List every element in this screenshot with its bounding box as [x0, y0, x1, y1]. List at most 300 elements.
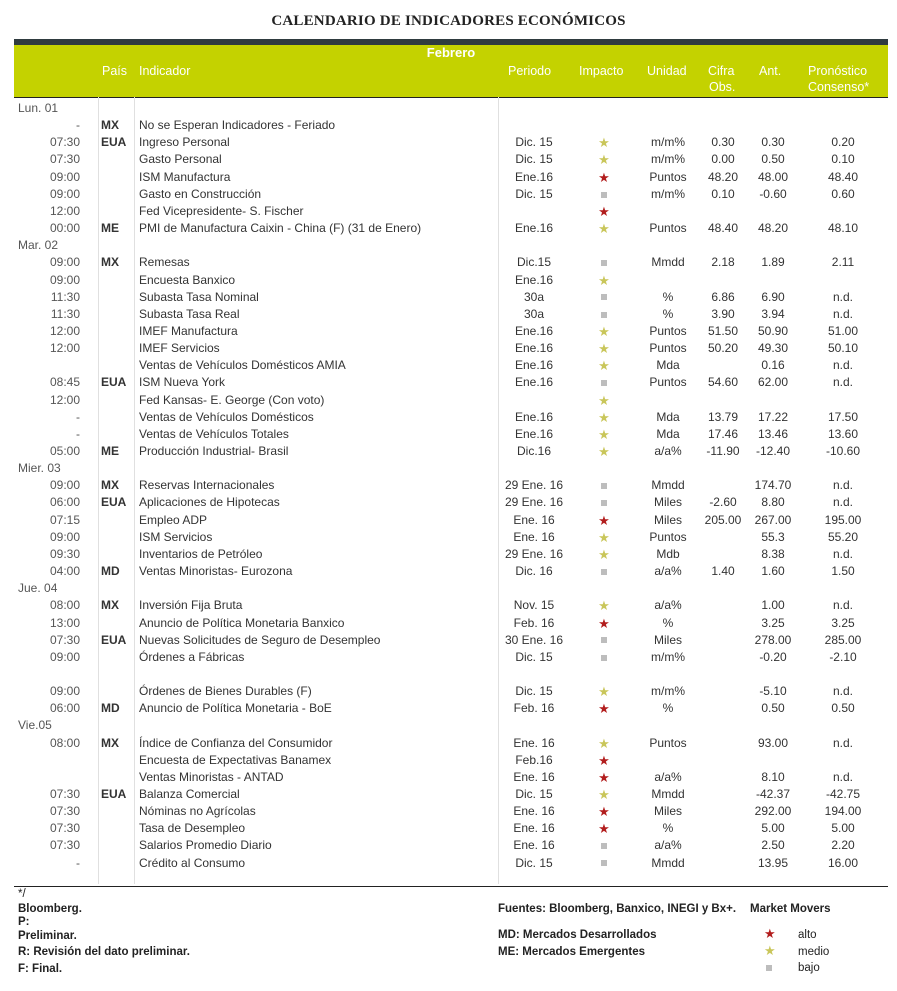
time-cell: 08:00 — [49, 735, 80, 750]
forecast-cell: n.d. — [832, 375, 853, 390]
indicator-cell: Nuevas Solicitudes de Seguro de Desempleo — [139, 632, 381, 647]
impact-cell — [590, 803, 618, 821]
impact-cell — [590, 700, 618, 718]
time-cell: 09:00 — [49, 529, 80, 544]
indicator-cell: Ventas Minoristas- Eurozona — [139, 564, 293, 579]
previous-cell: 49.30 — [757, 341, 789, 356]
unit-cell: Miles — [653, 804, 682, 819]
table-row — [0, 117, 897, 134]
footnote-preliminar: Preliminar. — [18, 930, 77, 942]
unit-cell: a/a% — [654, 444, 682, 458]
indicator-cell: Empleo ADP — [139, 512, 208, 527]
previous-cell: 8.10 — [761, 769, 785, 784]
period-cell: Ene. 16 — [513, 769, 555, 784]
impact-cell — [590, 597, 618, 615]
impact-cell — [590, 392, 618, 410]
country-cell: ME — [101, 444, 119, 458]
footnote-final: F: Final. — [18, 963, 63, 975]
impact-medium-star-icon: ★ — [598, 546, 610, 562]
period-cell: Ene.16 — [514, 375, 554, 390]
indicator-cell: Inversión Fija Bruta — [139, 598, 243, 613]
country-cell: MD — [101, 701, 120, 716]
previous-cell: 17.22 — [757, 409, 789, 424]
indicator-cell: Fed Kansas- E. George (Con voto) — [139, 392, 325, 407]
indicator-cell: Ventas Minoristas - ANTAD — [139, 769, 284, 784]
forecast-cell: 55.20 — [827, 529, 859, 544]
table-row — [0, 820, 897, 837]
footer-sources: Fuentes: Bloomberg, Banxico, INEGI y Bx+. — [498, 903, 737, 915]
period-cell: Ene.16 — [514, 323, 554, 338]
unit-cell: % — [662, 289, 674, 304]
unit-cell: Puntos — [649, 529, 687, 544]
col-pronostico-1: Pronóstico — [808, 64, 868, 78]
table-row — [0, 340, 897, 357]
impact-high-star-icon: ★ — [598, 752, 610, 768]
impact-cell — [590, 735, 618, 753]
forecast-cell: 195.00 — [824, 512, 862, 527]
country-cell: EUA — [101, 375, 127, 390]
country-cell: MX — [101, 478, 119, 493]
time-cell: 11:30 — [50, 289, 80, 304]
indicator-cell: Fed Vicepresidente- S. Fischer — [139, 203, 304, 218]
impact-medium-star-icon: ★ — [598, 392, 610, 408]
indicator-cell: Ventas de Vehículos Totales — [139, 426, 289, 441]
previous-cell: 8.38 — [761, 546, 785, 561]
table-row — [0, 855, 897, 872]
day-label: Lun. 01 — [18, 101, 59, 115]
period-cell: Feb. 16 — [513, 701, 555, 716]
time-cell: 00:00 — [49, 221, 80, 236]
forecast-cell: 16.00 — [827, 855, 859, 870]
unit-cell: Mda — [656, 426, 680, 441]
country-cell: MX — [101, 255, 119, 270]
country-cell: ME — [101, 221, 119, 236]
forecast-cell: -2.10 — [829, 649, 857, 664]
impact-cell — [590, 374, 618, 391]
impact-cell — [590, 340, 618, 358]
table-row — [0, 683, 897, 700]
indicator-cell: IMEF Servicios — [139, 341, 220, 356]
unit-cell: Miles — [653, 512, 682, 527]
time-cell: 09:00 — [49, 169, 80, 184]
country-cell: EUA — [101, 135, 127, 150]
unit-cell: % — [662, 821, 674, 836]
impact-medium-star-icon: ★ — [598, 221, 610, 237]
table-row — [0, 169, 897, 186]
forecast-cell: 0.10 — [831, 152, 855, 167]
previous-cell: 0.50 — [761, 152, 785, 167]
impact-medium-star-icon: ★ — [598, 444, 610, 459]
previous-cell: 278.00 — [754, 632, 792, 647]
observed-cell: 0.00 — [711, 152, 735, 167]
forecast-cell: 51.00 — [827, 323, 859, 338]
time-cell: 12:00 — [49, 392, 80, 407]
time-cell: 13:00 — [49, 615, 80, 630]
impact-cell — [590, 220, 618, 238]
period-cell: Ene. 16 — [513, 804, 555, 819]
table-row — [0, 512, 897, 529]
observed-cell: 17.46 — [707, 426, 739, 441]
impact-medium-star-icon: ★ — [598, 341, 610, 357]
time-cell: 08:45 — [49, 375, 80, 390]
impact-cell — [590, 546, 618, 564]
impact-low-square-icon — [601, 260, 607, 266]
time-cell: 12:00 — [49, 341, 80, 356]
observed-cell: 0.10 — [711, 186, 735, 201]
impact-medium-star-icon: ★ — [598, 787, 610, 802]
table-row — [0, 563, 897, 580]
unit-cell: Puntos — [649, 221, 687, 236]
impact-medium-star-icon: ★ — [598, 152, 610, 168]
period-cell: Ene. 16 — [513, 838, 555, 853]
impact-cell — [590, 563, 618, 580]
indicator-cell: No se Esperan Indicadores - Feriado — [139, 118, 336, 133]
observed-cell: 3.90 — [711, 306, 735, 321]
table-row — [0, 134, 897, 151]
period-cell: Dic. 16 — [515, 564, 553, 579]
previous-cell: 3.25 — [761, 615, 785, 630]
impact-low-square-icon — [601, 500, 607, 506]
period-cell: Dic. 15 — [515, 135, 553, 150]
impact-cell — [590, 426, 618, 444]
period-cell: 30a — [523, 289, 545, 304]
observed-cell: 13.79 — [707, 409, 739, 424]
table-row — [0, 289, 897, 306]
period-cell: Ene.16 — [514, 426, 554, 441]
day-label: Mier. 03 — [18, 461, 61, 476]
time-cell: 09:00 — [49, 186, 80, 201]
impact-medium-star-icon: ★ — [598, 684, 610, 700]
forecast-cell: 3.25 — [831, 615, 855, 630]
indicator-cell: Subasta Tasa Nominal — [139, 289, 259, 304]
period-cell: Ene. 16 — [513, 512, 555, 527]
forecast-cell: n.d. — [832, 478, 853, 493]
time-cell: 12:00 — [49, 323, 80, 338]
table-row — [0, 306, 897, 323]
forecast-cell: 48.10 — [827, 221, 859, 236]
impact-cell — [590, 289, 618, 306]
period-cell: Ene.16 — [514, 272, 554, 287]
day-header — [0, 237, 897, 254]
footnote-bloomberg: Bloomberg. — [18, 903, 82, 915]
impact-medium-star-icon: ★ — [598, 323, 610, 339]
country-cell: EUA — [101, 787, 127, 801]
indicator-cell: Encuesta de Expectativas Banamex — [139, 752, 332, 767]
period-cell: Feb.16 — [515, 752, 553, 767]
unit-cell: Puntos — [649, 169, 687, 184]
indicator-cell: Ventas de Vehículos Domésticos AMIA — [139, 358, 346, 373]
period-cell: Ene.16 — [514, 358, 554, 373]
previous-cell: 1.00 — [761, 598, 785, 613]
impact-cell — [590, 683, 618, 701]
unit-cell: % — [662, 306, 674, 321]
impact-cell — [590, 357, 618, 375]
period-cell: Dic. 15 — [515, 152, 553, 167]
forecast-cell: n.d. — [832, 358, 853, 373]
time-cell: 08:00 — [49, 598, 80, 613]
period-cell: Ene.16 — [514, 169, 554, 184]
col-indicador: Indicador — [139, 64, 191, 78]
unit-cell: % — [662, 701, 674, 716]
observed-cell: 205.00 — [704, 512, 742, 527]
indicator-cell: Nóminas no Agrícolas — [139, 804, 256, 819]
footer-me: ME: Mercados Emergentes — [498, 946, 645, 958]
table-row — [0, 803, 897, 820]
indicator-cell: Índice de Confianza del Consumidor — [139, 735, 333, 750]
unit-cell: m/m% — [651, 186, 685, 201]
table-row — [0, 203, 897, 220]
indicator-cell: PMI de Manufactura Caixin - China (F) (31 de Enero) — [139, 221, 422, 236]
unit-cell: Puntos — [649, 341, 687, 356]
day-label: Vie.05 — [18, 718, 52, 733]
col-pronostico-2: Consenso* — [808, 80, 870, 94]
time-cell: - — [76, 426, 80, 441]
unit-cell: % — [662, 615, 674, 630]
forecast-cell: 0.60 — [831, 186, 855, 201]
previous-cell: 267.00 — [754, 512, 792, 527]
observed-cell: 6.86 — [711, 289, 735, 304]
forecast-cell: 50.10 — [827, 341, 859, 356]
impact-low-square-icon — [601, 483, 607, 489]
previous-cell: 3.94 — [761, 306, 785, 321]
period-cell: Ene. 16 — [513, 529, 555, 544]
impact-low-square-icon — [601, 569, 607, 575]
time-cell: 07:15 — [49, 512, 80, 527]
previous-cell: 174.70 — [754, 478, 792, 493]
period-cell: Dic. 15 — [515, 684, 553, 699]
previous-cell: 0.16 — [761, 358, 785, 373]
col-periodo: Periodo — [508, 64, 552, 78]
impact-high-star-icon: ★ — [598, 701, 610, 717]
time-cell: - — [76, 409, 80, 424]
time-cell: 06:00 — [49, 495, 80, 510]
forecast-cell: n.d. — [832, 289, 853, 304]
country-cell: MX — [101, 118, 119, 133]
country-cell: MX — [101, 735, 119, 750]
day-label: Jue. 04 — [18, 581, 58, 596]
table-row — [0, 494, 897, 511]
unit-cell: Mmdd — [651, 787, 685, 801]
previous-cell: -0.20 — [759, 649, 787, 664]
impact-low-square-icon — [601, 294, 607, 300]
observed-cell: 48.20 — [707, 169, 739, 184]
forecast-cell: -42.75 — [825, 787, 861, 801]
impact-cell — [590, 786, 618, 804]
impact-cell — [590, 649, 618, 666]
indicator-cell: Crédito al Consumo — [139, 855, 246, 870]
country-cell: EUA — [101, 495, 127, 510]
period-cell: 30a — [523, 306, 545, 321]
observed-cell: 50.20 — [707, 341, 739, 356]
forecast-cell: 2.11 — [831, 255, 855, 270]
table-row — [0, 649, 897, 666]
forecast-cell: n.d. — [832, 546, 853, 561]
col-pais: País — [102, 64, 128, 78]
period-cell: Dic. 15 — [515, 649, 553, 664]
unit-cell: Mda — [656, 409, 680, 424]
footer-market-movers: Market Movers — [750, 903, 831, 915]
indicator-cell: Anuncio de Política Monetaria - BoE — [139, 701, 332, 716]
previous-cell: 55.3 — [761, 529, 785, 544]
forecast-cell: 5.00 — [831, 821, 855, 836]
unit-cell: a/a% — [654, 564, 682, 579]
forecast-cell: n.d. — [832, 495, 853, 510]
table-row — [0, 529, 897, 546]
unit-cell: Mmdd — [651, 478, 685, 493]
impact-cell — [590, 837, 618, 854]
impact-cell — [590, 512, 618, 530]
spacer-row — [0, 666, 897, 683]
time-cell: 07:30 — [49, 838, 80, 853]
legend-medio-label: medio — [798, 946, 830, 958]
impact-high-star-icon: ★ — [598, 769, 610, 785]
previous-cell: 8.80 — [761, 495, 785, 510]
previous-cell: 50.90 — [757, 323, 789, 338]
table-row — [0, 220, 897, 237]
impact-high-star-icon: ★ — [598, 615, 610, 631]
time-cell: 06:00 — [49, 701, 80, 716]
impact-medium-star-icon: ★ — [598, 426, 610, 442]
footer-md: MD: Mercados Desarrollados — [498, 929, 657, 941]
table-row — [0, 837, 897, 854]
indicator-cell: ISM Manufactura — [139, 169, 231, 184]
impact-medium-star-icon: ★ — [598, 272, 610, 288]
impact-medium-star-icon: ★ — [598, 409, 610, 425]
period-cell: Dic. 15 — [515, 787, 553, 801]
impact-medium-star-icon: ★ — [598, 135, 610, 151]
indicator-cell: Tasa de Desempleo — [139, 821, 246, 836]
period-cell: Ene.16 — [514, 341, 554, 356]
period-cell: 29 Ene. 16 — [504, 546, 564, 561]
day-header — [0, 100, 897, 117]
time-cell: 09:00 — [49, 684, 80, 699]
indicator-cell: IMEF Manufactura — [139, 323, 238, 338]
day-header — [0, 580, 897, 597]
time-cell: 07:30 — [49, 152, 80, 167]
indicator-cell: Anuncio de Política Monetaria Banxico — [139, 615, 345, 630]
impact-cell — [590, 151, 618, 169]
time-cell: 09:00 — [49, 255, 80, 270]
col-cifra-1: Cifra — [708, 64, 735, 78]
impact-medium-star-icon: ★ — [598, 358, 610, 374]
time-cell: - — [76, 118, 80, 133]
indicator-cell: Inventarios de Petróleo — [139, 546, 263, 561]
table-row — [0, 632, 897, 649]
unit-cell: Miles — [653, 632, 682, 647]
forecast-cell: n.d. — [832, 735, 853, 750]
impact-cell — [590, 477, 618, 494]
indicator-cell: Reservas Internacionales — [139, 478, 275, 493]
legend-bajo-label: bajo — [798, 962, 820, 974]
observed-cell: -2.60 — [709, 495, 737, 510]
table-row — [0, 357, 897, 374]
impact-cell — [590, 203, 618, 221]
previous-cell: 6.90 — [761, 289, 785, 304]
country-cell: MX — [101, 598, 119, 613]
table-row — [0, 426, 897, 443]
forecast-cell: n.d. — [832, 306, 853, 321]
observed-cell: 54.60 — [707, 375, 739, 390]
table-row — [0, 769, 897, 786]
impact-low-square-icon — [601, 192, 607, 198]
indicator-cell: Balanza Comercial — [139, 787, 240, 801]
impact-high-star-icon: ★ — [598, 512, 610, 528]
observed-cell: 1.40 — [711, 564, 735, 579]
forecast-cell: 0.20 — [831, 135, 855, 150]
time-cell: 09:00 — [49, 272, 80, 287]
period-cell: Ene. 16 — [513, 735, 555, 750]
observed-cell: 51.50 — [707, 323, 739, 338]
impact-low-square-icon — [601, 860, 607, 866]
forecast-cell: 1.50 — [831, 564, 855, 579]
table-row — [0, 477, 897, 494]
table-row — [0, 700, 897, 717]
impact-high-star-icon: ★ — [598, 203, 610, 219]
table-row — [0, 752, 897, 769]
impact-cell — [590, 306, 618, 323]
unit-cell: m/m% — [651, 135, 685, 150]
impact-medium-star-icon: ★ — [598, 529, 610, 545]
impact-low-square-icon — [601, 637, 607, 643]
previous-cell: -12.40 — [755, 444, 791, 458]
previous-cell: -5.10 — [759, 684, 787, 699]
indicator-cell: Gasto en Construcción — [139, 186, 262, 201]
unit-cell: a/a% — [654, 769, 682, 784]
time-cell: 09:30 — [49, 546, 80, 561]
impact-low-square-icon — [601, 655, 607, 661]
impact-cell — [590, 615, 618, 633]
period-cell: Ene.16 — [514, 221, 554, 236]
forecast-cell: 13.60 — [827, 426, 859, 441]
footnote-revision: R: Revisión del dato preliminar. — [18, 946, 190, 958]
indicator-cell: Subasta Tasa Real — [139, 306, 240, 321]
country-cell: EUA — [101, 632, 127, 647]
impact-cell — [590, 409, 618, 427]
impact-high-star-icon: ★ — [598, 804, 610, 820]
unit-cell: m/m% — [651, 684, 685, 699]
previous-cell: 48.20 — [757, 221, 789, 236]
time-cell: 07:30 — [49, 804, 80, 819]
impact-cell — [590, 820, 618, 838]
indicator-cell: Producción Industrial- Brasil — [139, 444, 289, 458]
table-row — [0, 615, 897, 632]
previous-cell: 5.00 — [761, 821, 785, 836]
period-cell: Dic. 15 — [515, 186, 553, 201]
impact-cell — [590, 752, 618, 770]
period-cell: Feb. 16 — [513, 615, 555, 630]
page-title: CALENDARIO DE INDICADORES ECONÓMICOS — [271, 13, 626, 29]
indicator-cell: ISM Nueva York — [139, 375, 226, 390]
table-row — [0, 409, 897, 426]
impact-cell — [590, 769, 618, 787]
previous-cell: 0.30 — [761, 135, 785, 150]
table-row — [0, 151, 897, 168]
period-cell: Ene.16 — [514, 409, 554, 424]
impact-medium-star-icon: ★ — [598, 735, 610, 751]
indicator-cell: Encuesta Banxico — [139, 272, 236, 287]
previous-cell: 13.46 — [757, 426, 789, 441]
legend-medio-icon: ★ — [764, 943, 776, 958]
month-label: Febrero — [14, 45, 888, 61]
time-cell: - — [76, 855, 80, 870]
impact-low-square-icon — [601, 312, 607, 318]
previous-cell: 2.50 — [761, 838, 785, 853]
impact-cell — [590, 632, 618, 649]
time-cell: 07:30 — [49, 821, 80, 836]
impact-cell — [590, 529, 618, 547]
unit-cell: m/m% — [651, 152, 685, 167]
indicator-cell: Ingreso Personal — [139, 135, 230, 150]
